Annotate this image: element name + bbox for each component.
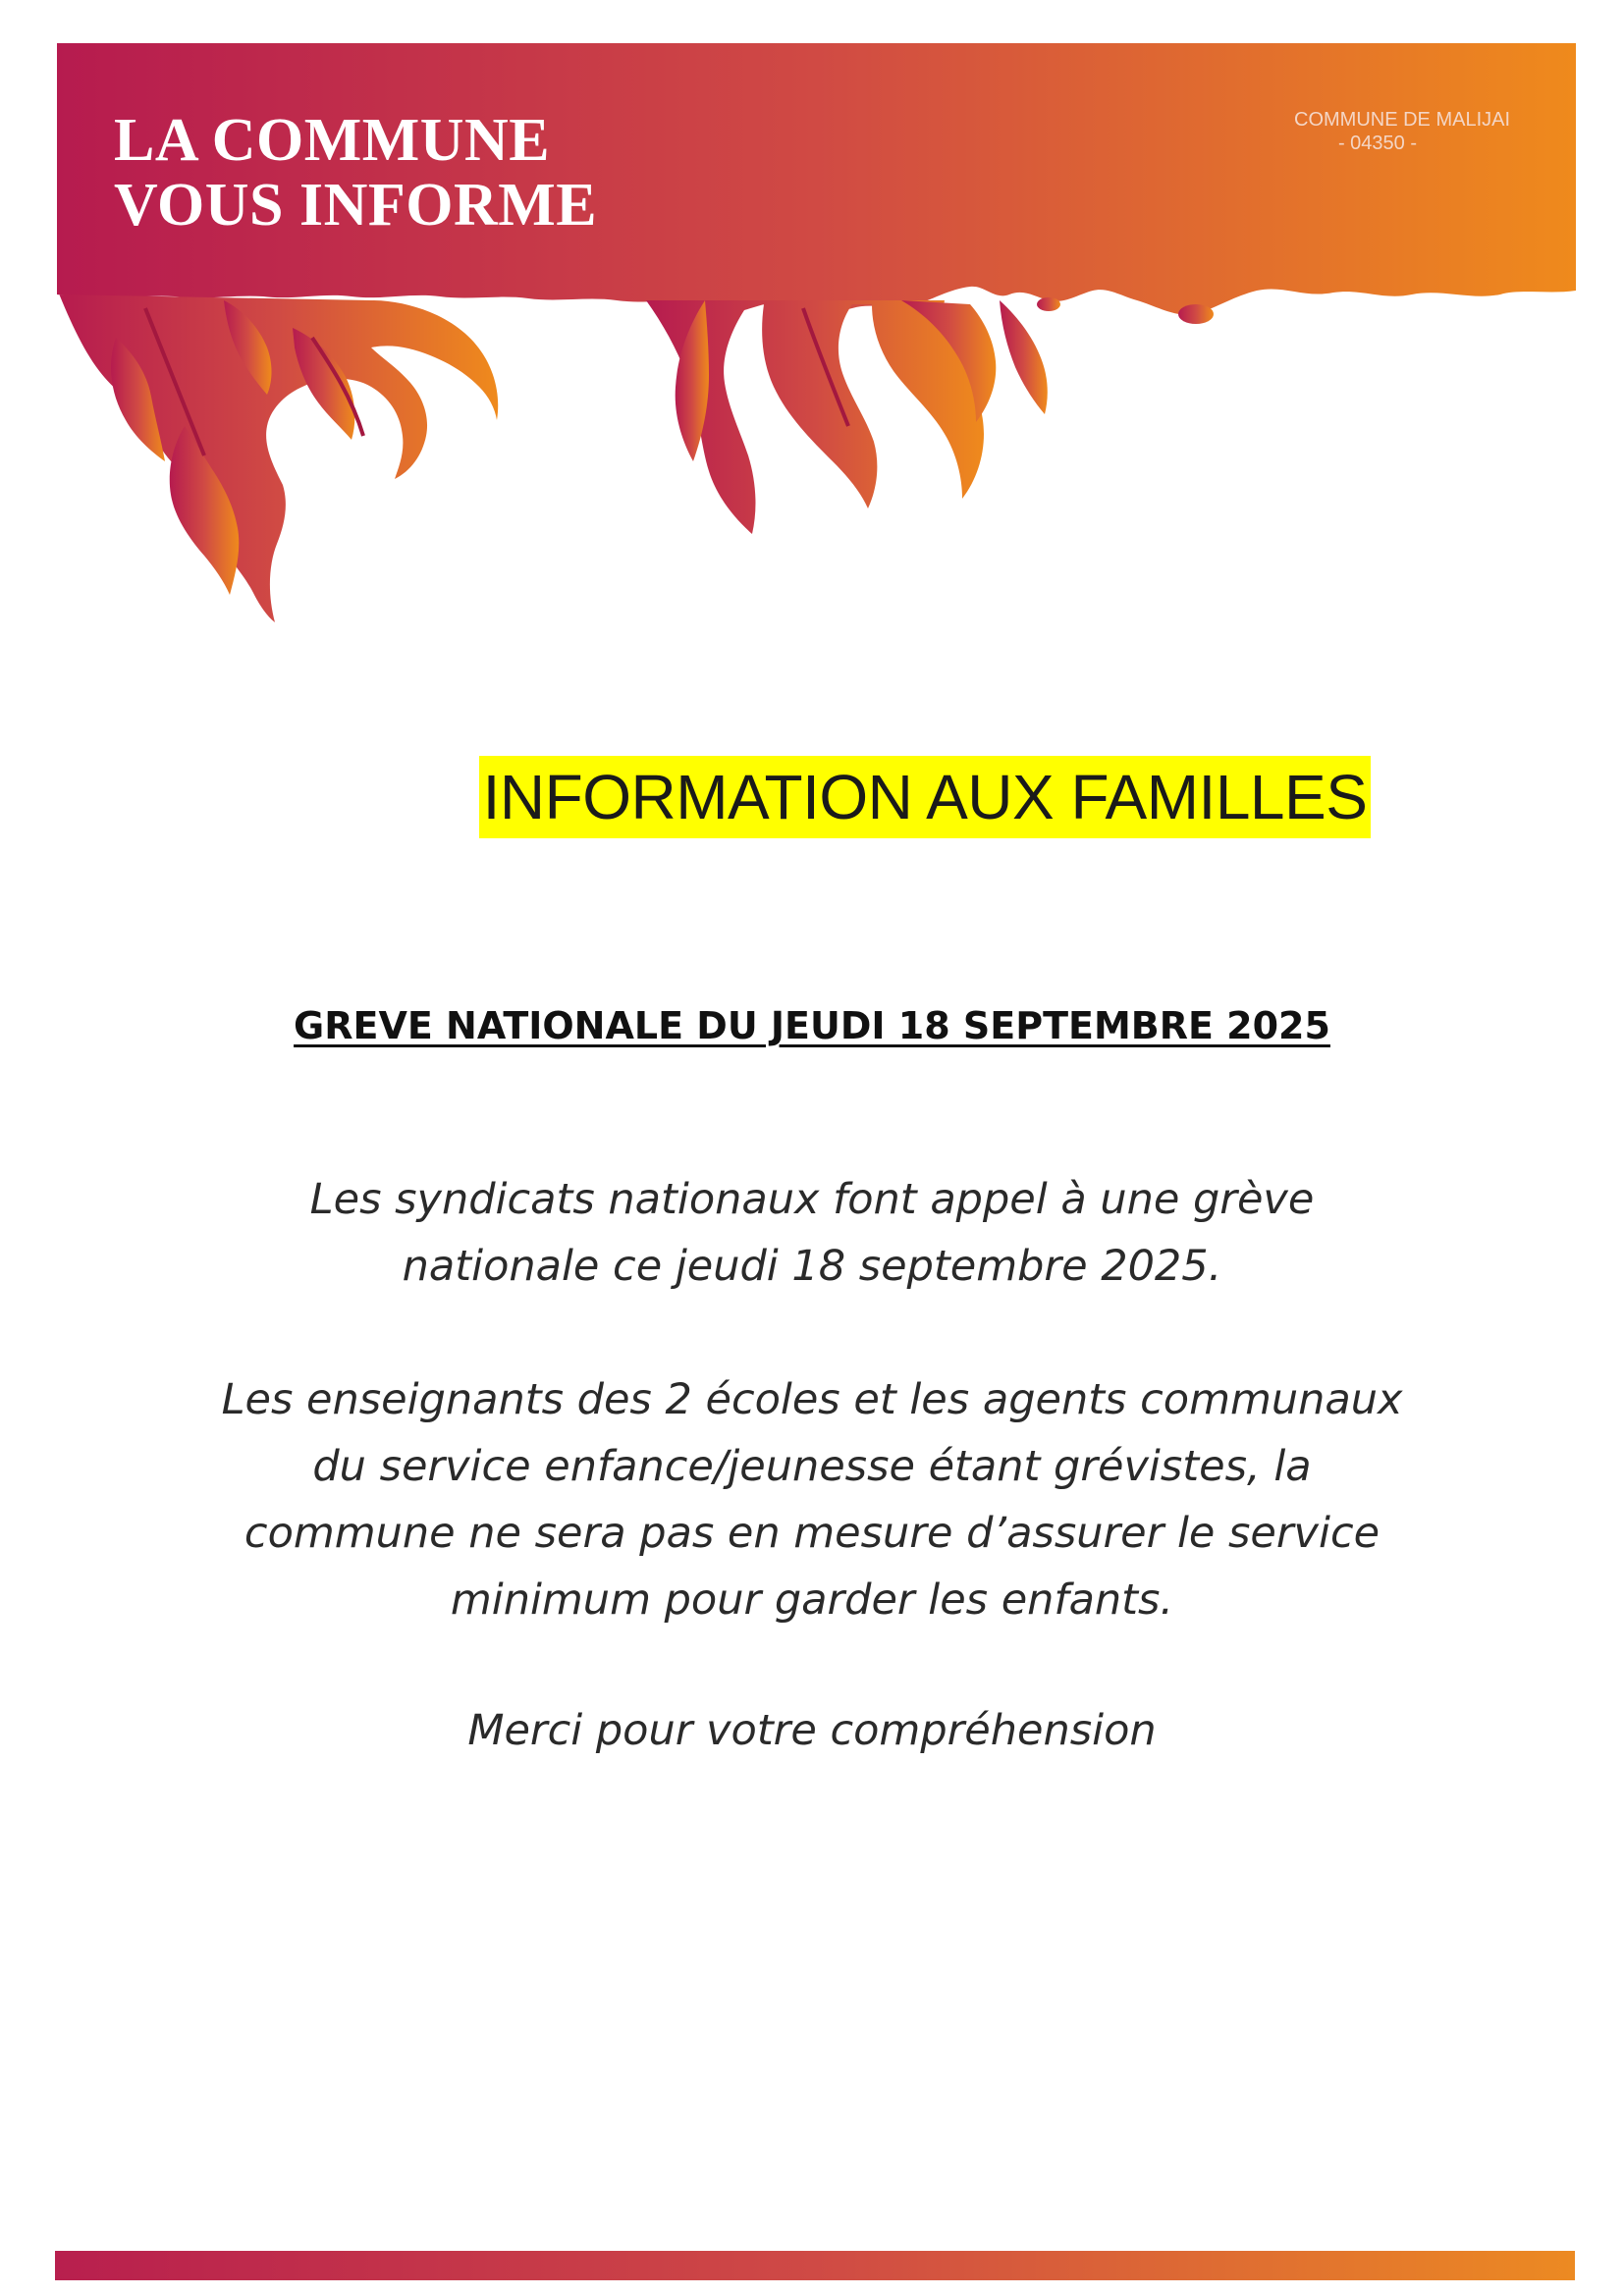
commune-logo-block — [1294, 108, 1511, 155]
commune-postal-code: - 04350 - — [1337, 133, 1418, 154]
header-title — [114, 108, 597, 238]
paragraph-service-impact — [147, 1366, 1477, 1633]
paragraph-line: commune ne sera pas en mesure d’assurer le service — [244, 1509, 1380, 1558]
paragraph-line: Les syndicats nationaux font appel à une grève — [309, 1175, 1315, 1224]
paragraph-line: minimum pour garder les enfants. — [450, 1575, 1174, 1625]
header-title-line1: LA COMMUNE — [114, 107, 551, 174]
commune-name: COMMUNE DE MALIJAI — [1294, 109, 1511, 131]
information-banner: INFORMATION AUX FAMILLES — [479, 756, 1372, 838]
closing-thanks: Merci pour votre compréhension — [467, 1706, 1157, 1755]
coat-of-arms-icon — [1294, 130, 1624, 719]
paragraph-line: nationale ce jeudi 18 septembre 2025. — [402, 1242, 1222, 1291]
paragraph-strike-call — [147, 1166, 1477, 1300]
banner-container — [0, 756, 1624, 838]
paragraph-line: Les enseignants des 2 écoles et les agents communaux — [221, 1375, 1403, 1424]
footer-bar — [55, 2251, 1575, 2280]
header-banner — [57, 43, 1576, 632]
strike-heading: GREVE NATIONALE DU JEUDI 18 SEPTEMBRE 2025 — [294, 1004, 1330, 1047]
header-title-line2: VOUS INFORME — [114, 172, 598, 239]
paragraph-line: du service enfance/jeunesse étant grévistes, la — [312, 1442, 1312, 1491]
